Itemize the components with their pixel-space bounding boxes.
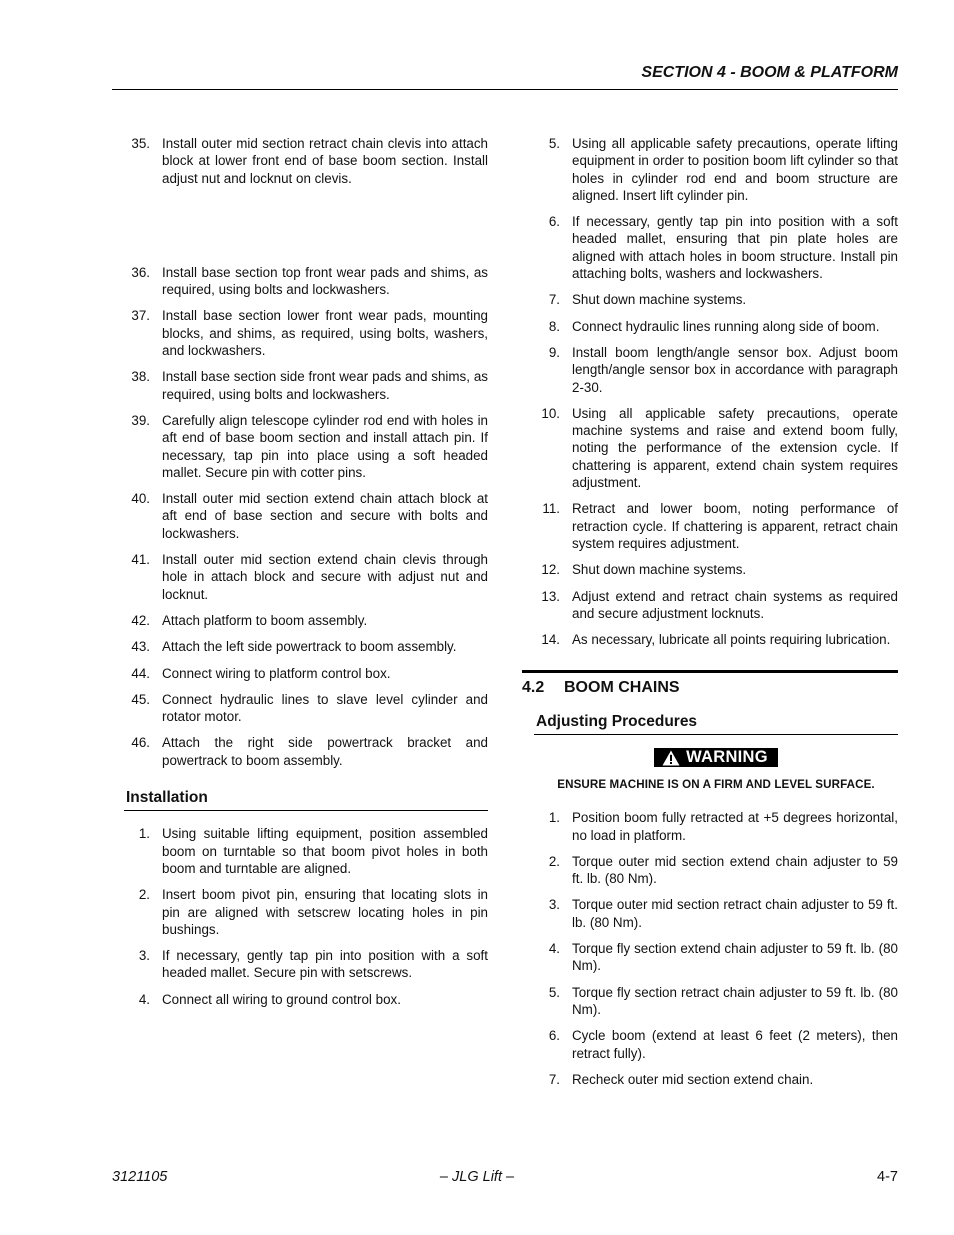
item-text: Connect all wiring to ground control box. (162, 991, 401, 1007)
item-text: Recheck outer mid section extend chain. (572, 1071, 814, 1087)
list-item (124, 412, 488, 481)
right-list (534, 135, 898, 648)
list-item (534, 291, 898, 308)
item-number: 37. (131, 308, 150, 324)
list-item (124, 734, 488, 769)
item-text: Using suitable lifting equipment, position assembled boom on turntable so that boom pivot holes in both boom and turntable are aligned. (162, 826, 488, 876)
item-text: Install outer mid section retract chain clevis into attach block at lower front end of base boom section. Install adjust nut and locknut on clevis. (162, 136, 488, 186)
item-text: Attach platform to boom assembly. (162, 612, 368, 628)
list-item (124, 638, 488, 655)
item-number: 5. (548, 984, 560, 1000)
section-title: BOOM CHAINS (564, 679, 680, 697)
item-text: Adjust extend and retract chain systems as required and secure adjustment locknuts. (572, 588, 898, 621)
section-number: 4.2 (522, 679, 545, 697)
item-number: 3. (138, 948, 150, 964)
item-number: 3. (548, 897, 560, 913)
list-item (124, 691, 488, 726)
item-number: 46. (131, 735, 150, 751)
item-text: Shut down machine systems. (572, 562, 747, 578)
item-number: 6. (548, 1028, 560, 1044)
list-item (534, 405, 898, 491)
item-number: 7. (548, 1071, 560, 1087)
item-number: 6. (548, 214, 560, 230)
list-item (534, 1071, 898, 1088)
warning-banner (534, 748, 898, 770)
item-number: 4. (138, 991, 150, 1007)
footer-doc-number: 3121105 (112, 1169, 168, 1185)
item-number: 35. (131, 136, 150, 151)
item-text: As necessary, lubricate all points requiring lubrication. (572, 632, 891, 648)
list-item (124, 490, 488, 542)
item-number: 45. (131, 691, 150, 707)
section-heading (522, 670, 898, 696)
list-item (124, 307, 488, 359)
item-number: 36. (131, 264, 150, 280)
item-text: Connect hydraulic lines to slave level cylinder and rotator motor. (162, 691, 488, 725)
left-list-a (124, 135, 488, 187)
list-item (124, 665, 488, 682)
item-number: 4. (548, 941, 560, 957)
item-number: 10. (541, 405, 560, 421)
list-item (534, 631, 898, 648)
list-item (124, 991, 488, 1008)
item-text: Install base section lower front wear pads, mounting blocks, and shims, as required, using bolts, washers, and lockwashers. (162, 308, 488, 359)
list-item (534, 853, 898, 888)
list-item (534, 135, 898, 204)
footer-page-number: 4-7 (877, 1169, 898, 1185)
item-text: Connect wiring to platform control box. (162, 665, 391, 681)
list-item (124, 612, 488, 629)
item-number: 42. (131, 612, 150, 628)
list-item (124, 825, 488, 877)
list-item (124, 135, 488, 187)
item-number: 13. (541, 588, 560, 604)
list-item (534, 896, 898, 931)
warning-label: WARNING (686, 748, 768, 767)
adjusting-list (534, 809, 898, 1088)
section-header: SECTION 4 - BOOM & PLATFORM (641, 64, 898, 81)
item-number: 2. (138, 887, 150, 903)
list-item (124, 264, 488, 299)
warning-label-box (654, 748, 778, 767)
item-number: 1. (548, 810, 560, 826)
list-item (124, 551, 488, 603)
list-item (124, 886, 488, 938)
item-text: Attach the left side powertrack to boom assembly. (162, 639, 457, 655)
list-item (534, 940, 898, 975)
list-item (534, 318, 898, 335)
item-number: 8. (548, 318, 560, 334)
item-text: Torque fly section extend chain adjuster to 59 ft. lb. (80 Nm). (572, 941, 898, 974)
list-item (534, 213, 898, 282)
item-text: Install base section top front wear pads and shims, as required, using bolts and lockwashers. (162, 264, 488, 298)
item-number: 9. (548, 344, 560, 360)
list-item (124, 368, 488, 403)
item-text: Install outer mid section extend chain attach block at aft end of base section and secure with bolts and lockwashers. (162, 491, 488, 541)
item-text: Torque fly section retract chain adjuster to 59 ft. lb. (80 Nm). (572, 984, 898, 1017)
item-text: Install boom length/angle sensor box. Adjust boom length/angle sensor box in accordance with paragraph 2-30. (572, 344, 898, 395)
item-number: 38. (131, 369, 150, 385)
item-number: 40. (131, 491, 150, 507)
item-number: 11. (542, 501, 560, 517)
list-item (124, 947, 488, 982)
item-text: Insert boom pivot pin, ensuring that locating slots in pin are aligned with setscrew locating holes in pin bushings. (162, 887, 488, 937)
item-number: 39. (131, 412, 150, 428)
item-number: 12. (541, 562, 560, 578)
list-item (534, 561, 898, 578)
item-number: 1. (138, 826, 150, 842)
warning-text: ENSURE MACHINE IS ON A FIRM AND LEVEL SURFACE. (557, 777, 875, 791)
item-text: Connect hydraulic lines running along side of boom. (572, 318, 880, 334)
list-item (534, 588, 898, 623)
item-text: Position boom fully retracted at +5 degrees horizontal, no load in platform. (572, 810, 898, 843)
item-number: 5. (548, 136, 560, 151)
item-text: Shut down machine systems. (572, 292, 747, 308)
item-text: Attach the right side powertrack bracket and powertrack to boom assembly. (162, 735, 488, 768)
item-text: If necessary, gently tap pin into position with a soft headed mallet, ensuring that pin plate holes are aligned with attach holes in boom structure. Install pin attaching bolts, washers and lockwashers. (572, 214, 898, 282)
right-column (522, 135, 898, 1097)
installation-heading: Installation (124, 783, 488, 811)
item-number: 7. (548, 292, 560, 308)
item-text: If necessary, gently tap pin into position with a soft headed mallet. Secure pin with setscrews. (162, 948, 488, 981)
subsection-heading: Adjusting Procedures (534, 713, 898, 735)
list-item (534, 344, 898, 396)
item-text: Carefully align telescope cylinder rod end with holes in aft end of base boom section and install attach pin. If necessary, tap pin into place using a soft headed mallet. Secure pin with cotter pins. (162, 412, 488, 480)
item-text: Install base section side front wear pads and shims, as required, using bolts and lockwashers. (162, 369, 488, 402)
list-item (534, 984, 898, 1019)
list-item (534, 809, 898, 844)
item-text: Torque outer mid section retract chain adjuster to 59 ft. lb. (80 Nm). (572, 897, 898, 930)
item-text: Using all applicable safety precautions, operate machine systems and raise and extend boom fully, noting the performance of the extension cycle. If chattering is apparent, extend chain system requires adjustment. (572, 405, 898, 491)
item-text: Using all applicable safety precautions, operate lifting equipment in order to position boom lift cylinder so that holes in cylinder rod end and boom structure are aligned. Insert lift cylinder pin. (572, 136, 898, 203)
list-item (534, 1027, 898, 1062)
item-number: 2. (548, 853, 560, 869)
footer-publisher: – JLG Lift – (439, 1169, 515, 1185)
item-number: 43. (131, 639, 150, 655)
item-text: Retract and lower boom, noting performance of retraction cycle. If chattering is apparent, retract chain system requires adjustment. (572, 501, 898, 551)
left-column (124, 135, 488, 1017)
installation-list (124, 825, 488, 1008)
item-text: Install outer mid section extend chain clevis through hole in attach block and secure with adjust nut and locknut. (162, 552, 488, 602)
left-list-b (124, 264, 488, 769)
header-rule (112, 89, 898, 90)
warning-triangle-icon (662, 750, 680, 766)
item-number: 41. (131, 552, 150, 568)
list-item (534, 500, 898, 552)
item-number: 14. (541, 632, 560, 648)
item-text: Cycle boom (extend at least 6 feet (2 meters), then retract fully). (572, 1028, 898, 1061)
item-number: 44. (131, 665, 150, 681)
item-text: Torque outer mid section extend chain adjuster to 59 ft. lb. (80 Nm). (572, 853, 898, 887)
